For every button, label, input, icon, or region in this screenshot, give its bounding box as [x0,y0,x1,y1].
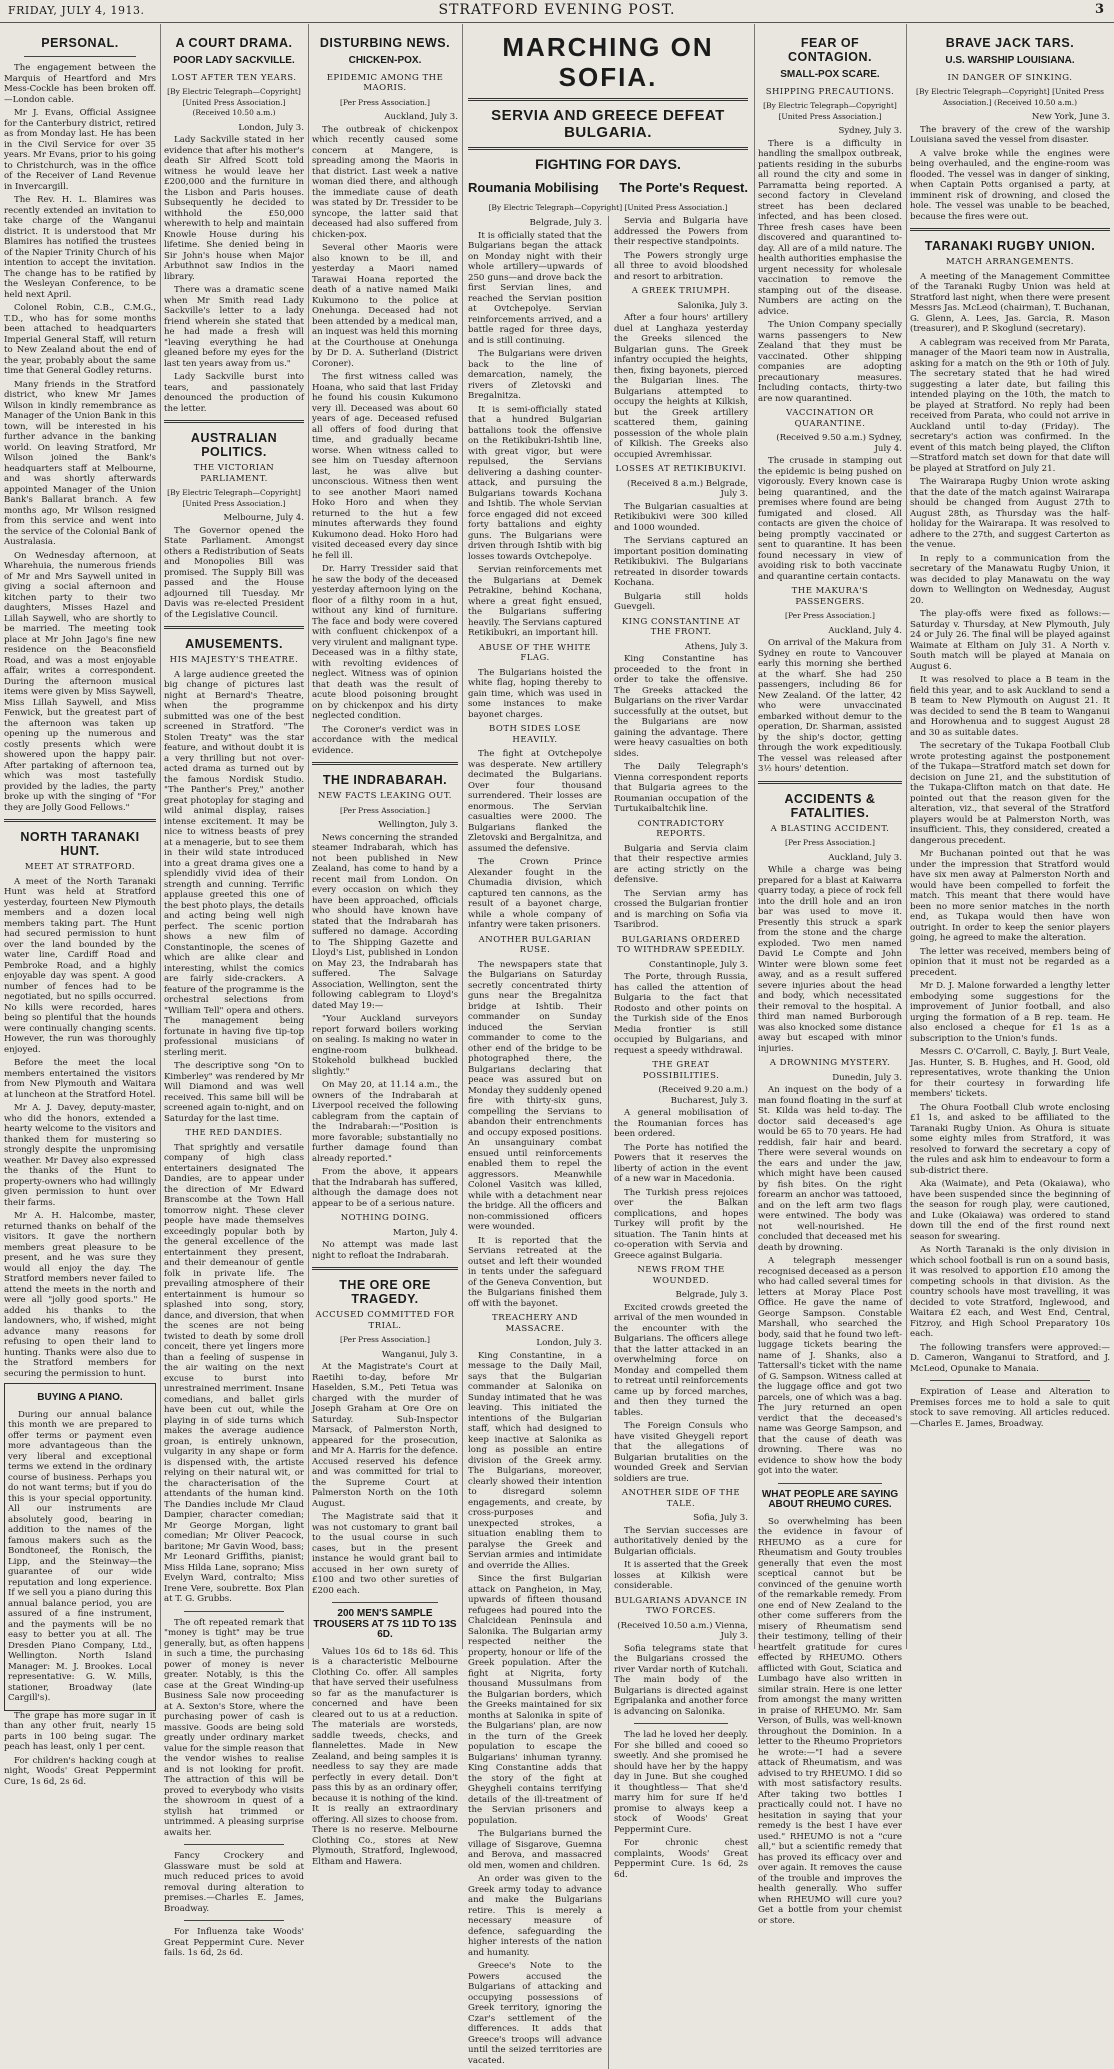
article-body [4,877,156,1380]
column-personal [4,28,156,1787]
dateline: Dunedin, July 3. [832,1072,902,1083]
paragraph: The outbreak of chickenpox which recently caused some concern at Mangere, is spreading among the Maoris in that district. Last week a native woman died there, and although the immediate cause of death was stated by Dr. Tressider to be syncope, the latter said that deceased had also suffered from chicken-pox. [312,124,458,240]
subheading: ANOTHER SIDE OF THE TALE. [621,1488,741,1509]
wire-credit: [By Electric Telegraph—Copyright] [United Press Association.] (Received 10.50 a.m.) [167,87,301,117]
subheading: CONTRADICTORY REPORTS. [637,818,725,839]
paragraph: The newspapers state that the Bulgarians on Saturday secretly concentrated thirty guns near the Bregalnitza bridge at Ishtib. Their commander on Sunday induced the Servian commander to come to the other end of the bridge to be photographed there, the Bulgarians declaring that peace was assured but on Monday they suddenly opened fire with thirty-six guns, compelling the Servians to abandon their entrenchments and occupy exposed positions. An unsanguinary combat ensued until reinforcements enabled them to repel the aggressors. Meanwhile Colonel Vasitch was killed, while with a detachment near the bridge. All the officers and non-commissioned officers were wounded. [468,959,602,1232]
dateline: Sofia, July 3. [693,1513,748,1523]
subheading: NEW FACTS LEAKING OUT. [318,791,452,801]
paragraph: Mr J. Evans, Official Assignee for the Canterbury district, retired as from Monday last. He has been in the Civil Service for over 35 years. Mr Evans, prior to his going to Christchurch, was in the office of the Receiver of Land Revenue in Invercargill. [4,108,156,192]
dateline: (Received 10.50 a.m.) Vienna, July 3. [617,1620,748,1641]
paragraph: The Turkish press rejoices over the Balkan complications, and hopes Turkey will profit by the situation. The Tanin hints at co-operation with Servia and Greece against Bulgaria. [614,1187,748,1261]
dateline: Melbourne, July 4. [223,513,304,523]
headline-marching-on-sofia: MARCHING ON SOFIA. [502,32,714,92]
paragraph: Servian reinforcements met the Bulgarians at Demek Petrakine, behind Kochana, where a great fight ensued, the Bulgarians suffering heavily. The Servians captured Retikibukri, an important hill. [468,565,602,638]
paragraph: A large audience greeted the big change of pictures last night at Bernard's Theatre, when the programme submitted was one of the best screened in Stratford. "The Stolen Treaty" was the star feature, and without doubt it is a very thrilling but not over-acted drama as turned out by the famous Nordisk Studio. "The Panther's Prey," another great photoplay for staging and wild animal display, raises intense excitement. It may be nice to witness beasts of prey at a menagerie, but to see them in their wild state introduced into a great drama gives one a splendidly vivid idea of their strength and cunning. Terrific applause greeted this one of the best photo plays, the details and acting being well nigh perfect. The scenic portion shows a new film of Constantinople, the scenes of which are alike clear and interesting, whilst the comics are fairly side-crackers. A feature of the programme is the orchestral selections from "William Tell" opera and others. The management being fortunate in having five tip-top professional musicians of sterling merit. [164,669,304,1058]
paragraph: The engagement between the Marquis of Heartford and Mrs Mess-Cockle has been broken off.—London cable. [4,63,156,105]
paragraph: Before the meet the local members entertained the visitors from New Plymouth and Waitara at luncheon at the Stratford Hotel. [4,1058,156,1100]
dateline: Salonika, July 3. [677,300,748,311]
dateline: Sydney, July 3. [838,126,902,136]
paragraph: In reply to a communication from the secretary of the Manawatu Rugby Union, it was decided to play Manawatu on the way down to Wellington on Wednesday, August 20. [910,553,1110,606]
headline-porte-request: The Porte's Request. [619,180,748,195]
paragraph: The first witness called was Hoana, who said that last Friday he found his cousin Kukumono very ill. Deceased was about 60 years of age. Deceased refused all offers of food during that time, and gradually became worse. When witness called to see him on Tuesday afternoon last, he was alive but unconscious. Witness then went to see another Maori named Hoko Horo and when they returned to the hut a few minutes afterwards they found Kukumono dead. Hoko Horo had visited deceased every day since he fell ill. [312,372,458,561]
paragraph: Mr D. J. Malone forwarded a lengthy letter embodying some suggestions for the improvement of Junior football, and also urging the formation of a B rep. team. He also enclosed a cheque for £1 1s as a subscription to the Union's funds. [910,981,1110,1044]
paragraph: King Constantine, in a message to the Daily Mail, says that the Bulgarian commander at Salonika on Sunday intimated that he was leaving. This initiated the intentions of the Bulgarian staff, which had designed to keep inactive at Salonika as long as possible an entire division of the Greek army. The Bulgarians, moreover, clearly showed their intention to disregard solemn engagements, and create, by cross-purposes and unexpected strokes, a situation enabling them to paralyse the Greek and Servian armies and intimidate and override the Allies. [468,1350,602,1571]
paragraph: The Powers strongly urge all three to avoid bloodshed and resort to arbitration. [614,250,748,282]
wire-credit: [Per Press Association.] [785,838,875,847]
war-news-right [608,216,748,2069]
advertisement: For Influenza take Woods' Great Peppermint Cure. Never fails. 1s 6d, 2s 6d. [164,1927,304,1958]
paragraph: The grape has more sugar in it than any other fruit, nearly 15 parts in 100 being sugar. The peach has least, only 1 per cent. [4,1710,156,1752]
paragraph: Lady Sackville burst into tears, and passionately denounced the production of the letter. [164,372,304,414]
paragraph: Sofia telegrams state that the Bulgarians crossed the river Vardar north of Kutchali. The main body of the Bulgarians is directed against Egripalanka and another force is advancing on Salonika. [614,1643,748,1717]
wire-credit: [Per Press Association.] [340,805,430,815]
paragraph: An order was given to the Greek army today to advance and make the Bulgarians retire. This is merely a necessary measure of defence, safeguarding the higher interests of the nation and humanity. [468,1874,602,1958]
paragraph: The Servian army has crossed the Bulgarian frontier and is marching on Sofia via Tsaribrod. [614,888,748,930]
column-war-news [468,28,748,2066]
column-fear-of-contagion [758,28,902,1926]
subheading: HIS MAJESTY'S THEATRE. [169,655,299,665]
paragraph: It is reported that the Servians retreated at the outset and left their wounded in tents under the safeguard of the Geneva Convention, but the Bulgarians finished them off with the bayonet. [468,1235,602,1309]
headline-court-drama: A COURT DRAMA. [175,36,293,50]
subheading: POOR LADY SACKVILLE. [173,55,295,66]
paragraph: The Porte, through Russia, has called the attention of Bulgaria to the fact that Rodosto and other points on the Turkish side of the Enos Media frontier is still occupied by Bulgarians, and request a speedy withdrawal. [614,972,748,1056]
subheading: BULGARIANS ORDERED TO WITHDRAW SPEEDILY. [617,934,745,955]
headline-australian-politics: AUSTRALIAN POLITICS. [190,431,278,459]
headline-disturbing-news: DISTURBING NEWS. [319,36,451,50]
paragraph: It is officially stated that the Bulgarians began the attack on Monday night with their whole artillery—upwards of 250 guns—and drove back the first Servian lines, and reached the Servian position at Ovtchepolye. Servian reinforcements arrived, and a battle raged for three days, and is still continuing. [468,230,602,346]
paragraph: There was a dramatic scene when Mr Smith read Lady Sackville's letter to a lady friend wherein she stated that he had made a fresh will "leaving everything he had gleaned before my eyes for the last ten years away from us." [164,285,304,369]
paragraph: The Ohura Football Club wrote enclosing £1 1s, and asked to be affiliated to the Taranaki Rugby Union. As Ohura is situate some eighty miles from Stratford, it was resolved to forward the secretary a copy of the rules and ask him to endeavour to form a sub-district there. [910,1102,1110,1176]
advertisement: Fancy Crockery and Glassware must be sold at much reduced prices to avoid removal during alteration to premises.—Charles E. James, Broadway. [164,1851,304,1914]
advertisement-piano [4,1383,156,1711]
dateline: Wanganui, July 3. [381,1349,458,1360]
headline-fear-of-contagion: FEAR OF CONTAGION. [788,36,872,64]
column-brave-jack-tars [910,28,1110,1648]
subheading: CHICKEN-POX. [348,55,422,66]
paragraph: The letter was received, members being of opinion that it must not be regarded as a precedent. [910,946,1110,978]
paragraph: The Porte has notified the Powers that it reserves the liberty of action in the event of a new war in Macedonia. [614,1142,748,1184]
subheading: THE GREAT POSSIBILITIES. [642,1060,720,1081]
page-number: 3 [1094,2,1104,17]
headline-indrabarah: THE INDRABARAH. [322,773,448,787]
dateline: Auckland, July 3. [384,112,458,122]
dateline: Belgrade, July 3. [529,218,602,228]
paragraph: A cablegram was received from Mr Parata, manager of the Maori team now in Australia, asking for a match on the 9th or 10th of July. The secretary stated that he had wired suggesting a later date, but failing this intended playing on the 10th, the match to be played at Stratford. No reply had been received from Parata, who could not arrive in Auckland until to-day (Friday). The secretary's action was confirmed. In the event of this match being played, the Clifton—Stratford match set down for that date will be played at Stratford on July 21. [910,337,1110,474]
wire-credit: [By Electric Telegraph—Copyright] [United Press Association.] [488,203,728,212]
dateline: (Received 9.20 a.m.) Bucharest, July 3. [658,1085,748,1106]
paragraph: There is a difficulty in handling the smallpox outbreak, patients residing in the suburbs all round the city and some in Parramatta being reported. A second factory in Cleveland street has been declared infected, and has been closed. Three fresh cases have been discovered and quarantined to-day. All are of a mild nature. The health authorities emphasise the urgent necessity for wholesale vaccination to remove the stamping out of the disease. Numbers are acting on the advice. [758,138,902,317]
dateline: Athens, July 3. [684,641,748,652]
subheading: MATCH ARRANGEMENTS. [946,257,1074,267]
headline-north-taranaki-hunt: NORTH TARANAKI HUNT. [20,830,140,858]
subheading: ACCUSED COMMITTED FOR TRIAL. [315,1310,455,1331]
advertisement: The oft repeated remark that "money is tight" may be true generally, but, as often happens in such a time, the purchasing power of money is never greater. Notably, is this the case at the Great Winding-up Business Sale now proceeding at A. Sexton's Store, where the purchasing power of cash is massive. Goods are being sold greatly under ordinary market value for the simple reason that the vendor wishes to realise and is not looking for profit. The attraction of this will be proved to everybody who visits the showroom in quest of a stylish hat trimmed or untrimmed. A pleasing surprise awaits her. [164,1617,304,1838]
article-body [4,63,156,813]
column-disturbing-news [312,28,458,1867]
paragraph: Greece's Note to the Powers accused the Bulgarians of attacking and occupying possessions of Greek territory, ignoring the Czar's settlement of the differences. It adds that Greece's troops will advance until the seized territories are vacated. [468,1961,602,2066]
headline-amusements: AMUSEMENTS. [185,637,283,651]
masthead-date: FRIDAY, JULY 4, 1913. [8,4,145,17]
paragraph: The secretary of the Tukapa Football Club wrote protesting against the postponement of the Tukapa—Stratford match set down for decision on June 21, and the substitution of the Tukapa-Clifton match on that date. He pointed out that the reason given for the alteration, viz., that several of the Stratford players would be at Palmerston North, was insufficient. This, they considered, created a dangerous precedent. [910,741,1110,846]
subheading: EPIDEMIC AMONG THE MAORIS. [326,72,444,93]
paragraph: The Bulgarians burned the village of Sisgarove, Guemna and Berova, and massacred old men, women and children. [468,1829,602,1871]
paragraph: The bravery of the crew of the warship Louisiana saved the vessel from disaster. [910,124,1110,145]
wire-credit: [Per Press Association.] [340,97,430,107]
subheading: NEWS FROM THE WOUNDED. [637,1265,725,1286]
paragraph: Several other Maoris were also known to be ill, and yesterday a Maori named Tarawai Hoana reported the death of a native named Maiki Kukumono to the police at Onehunga. Deceased had not been attended by a medical man, an inquest was held this morning at the Courthouse at Onehunga by Dr D. A. Sutherland (District Coroner). [312,243,458,369]
paragraph: A meet of the North Taranaki Hunt was held at Stratford yesterday, fourteen New Plymouth members and a dozen local members taking part. The Hunt had secured permission to hunt over the land bounded by the water line, Cardiff Road and Pembroke Road, and a highly enjoyable day was spent. A good number of fences had to be negotiated, but no spills occurred. No kills were recorded, hares being so plentiful that the hounds were continually changing scents. However, the run was thoroughly enjoyed. [4,876,156,1055]
paragraph: Colonel Robin, C.B., C.M.G., T.D., who has for some months been attached to headquarters Imperial General Staff, will return to New Zealand about the end of the year, probably about the same time that General Godley returns. [4,303,156,376]
wire-credit: [Per Press Association.] [785,611,875,620]
paragraph: The Union Company specially warns passengers to New Zealand that they must be vaccinated. Other shipping companies are adopting precautionary measures. Including contacts, thirty-two are now quarantined. [758,320,902,404]
paragraph: Bulgaria still holds Guevgeli. [614,591,748,612]
headline-servia-greece: SERVIA AND GREECE DEFEAT BULGARIA. [491,107,725,141]
paragraph: Lady Sackville stated in her evidence that after his mother's death Sir Alfred Scott told witness he would leave her £200,000 and the furniture in the Lisbon and Paris houses. Subsequently he decided to withhold the £50,000 wherewith to help and maintain Knowle House during his lifetime. She denied being in Sir John's house when Major Arbuthnot saw Indios in the library. [164,135,304,282]
column-rule [906,24,907,1649]
paragraph: The Daily Telegraph's Vienna correspondent reports that Bulgaria agrees to the Roumanian occupation of the Turtukaibaltchik line. [614,762,748,814]
subheading: A DROWNING MYSTERY. [769,1058,891,1068]
paragraph: News concerning the stranded steamer Indrabarah, which has not been published in New Zealand, has come to hand by a recent mail from London. On every occasion on which they have been approached, officials who should have known have stated that the Indrabarah has suffered no damage. According to The Shipping Gazette and Lloyd's List, published in London on May 23, the Indrabarah has suffered. The Salvage Association, Wellington, sent the following cablegram to Lloyd's dated May 19:— [312,832,458,1011]
column-rule [160,24,161,1649]
subheading: SHIPPING PRECAUTIONS. [765,86,895,97]
subheading: KING CONSTANTINE AT THE FRONT. [621,616,741,637]
paragraph: No attempt was made last night to refloat the Indrabarah. [312,1240,458,1261]
subheading: THE MAKURA'S PASSENGERS. [791,586,869,607]
dateline: Auckland, July 3. [828,852,902,863]
paragraph: The Governor opened the State Parliament. Amongst others a Redistribution of Seats and Monopolies Bill was promised. The Supply Bill was passed and the House adjourned till Tuesday. Mr Davis was re-elected President of the Legislative Council. [164,525,304,620]
subheading: THE VICTORIAN PARLIAMENT. [193,463,275,484]
paragraph: Aka (Waimate), and Peta (Okaiawa), who have been suspended since the beginning of the season for rough play, were cautioned, and Luke (Okaiawa) was ordered to stand down till the end of the first round next season for swearing. [910,1179,1110,1242]
paragraph: The Magistrate said that it was not customary to grant bail to the usual course in such cases, but in the present instance he would grant bail to accused in her own surety of £100 and two other sureties of £200 each. [312,1512,458,1596]
paragraph: For children's hacking cough at night, Woods' Great Peppermint Cure, 1s 6d, 2s 6d. [4,1755,156,1787]
paragraph: Many friends in the Stratford district, who knew Mr James Wilson in kindly remembrance as Manager of the Union Bank in this town, will be interested in his further advance in the banking world. On leaving Stratford, Mr Wilson joined the Bank's headquarters staff at Melbourne, and was shortly afterwards appointed Manager of the Union Bank's Ballarat branch. A few months ago, Mr Wilson resigned from this service and went into the service of the Colonial Bank of Australasia. [4,379,156,547]
paragraph: The Servians captured an important position dominating Retikibukivi. The Bulgarians retreated in disorder towards Kochana. [614,536,748,588]
column-rule [462,24,463,1649]
paragraph: An inquest on the body of a man found floating in the surf at St. Kilda was held to-day. The doctor said deceased's age would be 65 to 70 years. He had reddish, fair hair and beard. There were several wounds on the ears and under the jaw, which might have been caused by fish bites. On the right forearm an anchor was tattooed, and on the left arm two flags were entwined. The body was not well-nourished. He concluded that deceased met his death by drowning. [758,1085,902,1253]
subheading: SMALL-POX SCARE. [780,69,880,80]
paragraph: A valve broke while the engines were being overhauled, and the engine-room was flooded. The vessel was in danger of sinking, when Captain Potts organised a party, at imminent risk of drowning, and closed the hole. The vessel was unable to be beached, because the fires were out. [910,148,1110,222]
headline-ore-ore-tragedy: THE ORE ORE TRAGEDY. [339,1278,431,1306]
paragraph: Mr Buchanan pointed out that he was under the impression that Stratford would have six men away at Palmerston North and would have been compelled to forfeit the match. This meant that there would have been no more senior matches in the north end, as Tukapa would then have won outright. In order to keep the senior players going, he agreed to make the alteration. [910,849,1110,943]
advertisement: The lad he loved her deeply. For she billed and cooed so sweetly. And she promised he should have her by the happy day in June. But she coughed it thoughtless— That she'd marry him for sure If he'd promise to always keep a stock of Woods' Great Peppermint Cure. [614,1730,748,1835]
paragraph: A general mobilisation of the Roumanian forces has been ordered. [614,1108,748,1139]
advertisement: Values 10s 6d to 18s 6d. This is a characteristic Melbourne Clothing Co. offer. All samples that have served their usefulness so far as the manufacturer is concerned and have been cleared out to us at a reduction. The materials are worsteds, saddle tweeds, checks, and flannelettes. Made in New Zealand, and being samples it is needless to say they are made perfectly in every detail. Don't pass this by as an ordinary offer, because it is nothing of the kind. It is really an extraordinary offering. All sizes to choose from. There is no reserve. Melbourne Clothing Co., stores at New Plymouth, Stratford, Inglewood, Eltham and Hawera. [312,1646,458,1867]
paragraph: Excited crowds greeted the arrival of the men wounded in the encounter with the Bulgarians. The officers allege that the latter attacked in an overwhelming force on Monday and compelled them to retreat until reinforcements came up by forced marches, and then they turned the tables. [614,1302,748,1418]
paragraph: Mr A. J. Davey, deputy-master, who did the honors, extended a hearty welcome to the visitors and thanked them for mustering so strongly despite the unpromising weather. Mr Davey also expressed the thanks of the Hunt to property-owners who had willingly given permission to hunt over their farms. [4,1103,156,1208]
subheading: ABUSE OF THE WHITE FLAG. [478,642,592,663]
subheading: VACCINATION OR QUARANTINE. [786,408,874,429]
headline-roumania: Roumania Mobilising [468,180,599,195]
headline-accidents-fatalities: ACCIDENTS & FATALITIES. [784,791,876,820]
headline-taranaki-rugby-union: TARANAKI RUGBY UNION. [924,239,1096,253]
paragraph: The Bulgarians hoisted the white flag, hoping thereby to gain time, which was used in some instances to make bayonet charges. [468,667,602,720]
wire-credit: [By Electric Telegraph—Copyright] [United Press Association.] [763,101,897,121]
paragraph: On arrival of the Makura from Sydney en route to Vancouver early this morning she berthed at the wharf. She had 250 passengers, including 86 for New Zealand. Of the latter, 42 who were unvaccinated embarked without demur to the operation, Dr. Sharman, assisted by the ship's doctor, getting through the work expeditiously. The vessel was released after 3½ hours' detention. [758,638,902,774]
wire-credit: [Per Press Association.] [340,1335,430,1344]
subheading: IN DANGER OF SINKING. [947,72,1073,83]
dateline: London, July 3. [536,1338,602,1348]
paragraph: Servia and Bulgaria have addressed the Powers from their respective standpoints. [614,216,748,247]
dateline: Marton, July 4. [392,1227,458,1238]
ad-title: WHAT PEOPLE ARE SAYING ABOUT RHEUMO CURES. [761,1488,899,1510]
paragraph: The fight at Ovtchepolye was desperate. New artillery decimated the Bulgarians. Over four thousand surrendered. Their losses are enormous. The Servian casualties were 2000. The Bulgarians flanked the Zletovski and Bergalnitza, and assumed the defensive. [468,749,602,854]
ad-title: 200 MEN'S SAMPLE TROUSERS AT 7S 11D TO 13S 6D. [313,1608,457,1640]
paragraph: King Constantine has proceeded to the front in order to take the offensive. The Greeks attacked the Bulgarians on the river Vardar successfully at the outset, but the Bulgarians are now gaining the advantage. There were heavy casualties on both sides. [614,654,748,759]
paragraph: Dr. Harry Tressider said that he saw the body of the deceased yesterday afternoon lying on the floor of a filthy room in a hut, without any kind of furniture. The face and body were covered with confluent chickenpox of a very virulent and malignant type. Deceased was in a filthy state, with revolting evidences of neglect. Witness was of opinion that death was the result of acute blood poisoning brought on by chickenpox and his dirty neglected condition. [312,564,458,721]
paragraph: A telegraph messenger recognised deceased as a person who had called several times for letters at Moray Place Post Office. He gave the name of George Sampson. Constable Marshall, who searched the body, said that he found two left-luggage tickets bearing the name of J. Shanks, also a Tattersall's ticket with the name of G. Sampson. Witness called at the luggage office and got two parcels, one of which was a bag. The jury returned an open verdict that the deceased's name was George Sampson, and that the cause of death was drowning. There was no evidence to show how the body got into the water. [758,1256,902,1476]
dateline: London, July 3. [238,122,304,133]
paragraph: That sprightly and versatile company of high class entertainers designated The Dandies, are to appear under the direction of Mr Edward Branscombe at the Town Hall tomorrow night. These clever people have made themselves exceedingly popular both by the general excellence of the entertainment they present, and their demeanour of gentle folk in private life. The prevailing atmosphere of their entertainment is humour so splashed into song, story, dance, and diversion, that when the scenes are not being twisted to death by some droll conceit, there yet lingers more than a feeling of suspense in the air waiting on the next excuse to burst into unrestrained merriment. Insane comedians, and ballet girls have been cut out, while the playing in of side turns which makes the average audience groan, is entirely unknown, vulgarity in any shape or form is dispensed with, the artiste relying on their natural wit, or the characterisation of the attendants of the human kind. The Dandies include Mr Claud Dampier, character comedian; Mr George Morgan, light comedian; Mr Oliver Peacock, baritone; Mr Gavin Wood, bass; Mr Leonard Griffiths, pianist; Miss Hilda Lane, soprano; Miss Evelyn Ward, contralto; Miss Irene Vere, soubrette. Box Plan at T. G. Grubbs. [164,1142,304,1604]
column-court-drama [164,28,304,1958]
paragraph: "Your Auckland surveyors report forward boilers working on sealing. Is making no water in engine-room bulkhead. Stokehold bulkhead buckled slightly." [312,1014,458,1077]
subheading: ANOTHER BULGARIAN RUSE. [478,934,592,955]
column-rule [754,24,755,1649]
paragraph: It is asserted that the Greek losses at Kilkish were considerable. [614,1560,748,1591]
paragraph: As North Taranaki is the only division in which school football is run on a sound basis, it was resolved to apportion £10 among the competing schools in that division. As the country schools have most travelling, it was decided to vote Stratford, Inglewood, and Waitara £2 each, and West End, Central, Fitzroy, and High School Preparatory 10s each. [910,1245,1110,1339]
paragraph: On Wednesday afternoon, at Wharehuia, the numerous friends of Mr and Mrs Saywell united in giving a social afternoon and kitchen party to their two daughters, Misses Hazel and Lillah Saywell, who are shortly to be married. The meeting took place at Mr John Jago's fine new residence on the Beaconsfield Road, and was a most enjoyable affair, writes a correspondent. During the afternoon musical items were given by Miss Saywell, Miss Lillah Saywell, and Miss Fenwick, but the greatest part of the afternoon was taken up opening up the numerous and costly presents which were showered upon the happy pair. After partaking of afternoon tea, which was most tastefully provided by the ladies, the party broke up with the singing of "For they are Jolly Good Fellows." [4,550,156,813]
masthead [0,0,1114,23]
paragraph: At the Magistrate's Court at Raetihi to-day, before Mr Haselden, S.M., Peti Tetua was charged with the murder of Joseph Graham at Ore Ore on Saturday. Sub-Inspector Marsack, of Palmerston North, appeared for the prosecution, and Mr A. Harris for the defence. Accused reserved his defence and was committed for trial to the Supreme Court at Palmerston North on the 10th August. [312,1362,458,1509]
paragraph: It is semi-officially stated that a hundred Bulgarian battalions took the offensive on the Retikibukri-Ishtib line, with great vigor, but were repulsed, the Servians delivering a dashing counter-attack, and pursuing the Bulgarians towards Kochana and Ishtib. The whole Servian force engaged did not exceed forty battalions and eighty guns. The Bulgarians were driven through Ishtib with big losses towards Ovtchepolye. [468,404,602,562]
subheading: BULGARIANS ADVANCE IN TWO FORCES. [614,1595,748,1616]
paragraph: The following transfers were approved:—D. Cameron, Wanganui to Stratford, and J. McLeod, Opunake to Manaia. [910,1342,1110,1374]
subheading: LOSSES AT RETIKIBUKIVI. [615,464,747,474]
paragraph: The Bulgarian casualties at Retikibukivi were 300 killed and 1000 wounded. [614,501,748,533]
paragraph: On May 20, at 11.14 a.m., the owners of the Indrabarah at Liverpool received the following cablegram from the captain of the Indrabarah:—"Position is more favorable; substantially no further damage found than already reported." [312,1080,458,1164]
ad-text: During our annual balance this month we are prepared to offer terms or payment even more advantageous than the very liberal and exceptional terms we extend in the ordinary course of business. Perhaps you do not want terms; but if you do this is your special opportunity. All our instruments are absolutely good, bearing in addition to the names of the famous makers such as the Bondtoneef, the Ronisch, the Lipp, and the Steinway—the guarantee of our wide reputation and long experience. If we sell you a piano during this annual balance period, you are assured of a fine instrument, and the payments will be no easy to better you at all. The Dresden Piano Company, Ltd., Wellington. North Island Manager: M. J. Brookes. Local representative: G. W. Mills, stationer, Broadway (late Cargill's). [8,1409,152,1703]
paragraph: The Wairarapa Rugby Union wrote asking that the date of the match against Wairarapa should be changed from August 27th to August 28th, as Thursday was the half-holiday for the Wairarapa. It was resolved to adhere to the 27th, and suggest Carterton as the venue. [910,477,1110,550]
column-rule [308,24,309,1649]
paragraph: A meeting of the Management Committee of the Taranaki Rugby Union was held at Stratford last night, when there were present Messrs Jas. McLeod (chairman), T. Buchanan, G. Glenn, A. Lees, Jas. Garcia, R. Mason (treasurer), and P. Skoglund (secretary). [910,271,1110,334]
paragraph: The Rev. H. L. Blamires was recently extended an invitation to take charge of the Wanganui district. It is understood that Mr Blamires has notified the trustees of the Napier Trinity Church of his intention to accept the invitation. The change has to be ratified by the Wesleyan Conference, to be held next April. [4,195,156,300]
advertisement: Expiration of Lease and Alteration to Premises forces me to hold a sale to quit stock to save removing. All articles reduced.—Charles E. James, Broadway. [910,1387,1110,1429]
paragraph: While a charge was being prepared for a blast at Kaiwarra quarry today, a piece of rock fell into the drill hole and an iron bar was used to move it. Presently this struck a spark from the stone and the charge exploded. Two men named David Le Compte and John Winter were blown some feet away, and as a result suffered severe injuries about the head and body, which necessitated their removal to the hospital. A third man named Burborough was also knocked some distance away but escaped with minor injuries. [758,865,902,1054]
dateline: (Received 8 a.m.) Belgrade, July 3. [627,478,748,499]
dateline: Constantinople, July 3. [648,959,748,970]
paragraph: The Crown Prince Alexander fought in the Chumadia division, which captured ten cannons, as the result of a bayonet charge, while a whole company of infantry were taken prisoners. [468,857,602,930]
wire-credit: [By Electric Telegraph—Copyright] [United Press Association.] (Received 10.50 a.m.) [916,87,1104,107]
paragraph: The descriptive song "On to Kimberley" was rendered by Mr Will Diamond and was well received. This same bill will be screened again to-night, and on Saturday for the last time. [164,1061,304,1124]
paragraph: The Servian successes are authoritatively denied by the Bulgarian officials. [614,1525,748,1557]
subheading: A GREEK TRIUMPH. [631,286,731,296]
dateline: New York, June 3. [1031,112,1110,122]
paragraph: After a four hours' artillery duel at Langhaza yesterday the Greeks silenced the Bulgarian guns. The Greek infantry occupied the heights, then, fixing bayonets, pierced the Bulgarian lines. The Bulgarians attempted to occupy the heights at Kilkish, but the Greek artillery scattered them, gaining possession of the whole plain of Kilkish. The Greeks also occupied Avremhissar. [614,313,748,460]
subheading: A BLASTING ACCIDENT. [770,823,890,834]
subheading: U.S. WARSHIP LOUISIANA. [945,55,1075,66]
advertisement: For chronic chest complaints, Woods' Great Peppermint Cure. 1s 6d, 2s 6d. [614,1838,748,1880]
subheading: NOTHING DOING. [340,1213,430,1223]
subheading: BOTH SIDES LOSE HEAVILY. [488,724,582,745]
dateline: Wellington, July 3. [378,820,458,830]
subheading: MEET AT STRATFORD. [24,862,136,872]
paragraph: The Foreign Consuls who have visited Gheygeli report that the allegations of Bulgarian brutalities on the wounded Greek and Servian soldiers are true. [614,1421,748,1484]
paragraph: It was resolved to place a B team in the field this year, and to ask Auckland to send a B team to New Plymouth on August 21. It was decided to send the B team to Wanganui and Horowhenua and to suggest August 28 and 30 as suitable dates. [910,675,1110,738]
headline-brave-jack-tars: BRAVE JACK TARS. [945,36,1075,50]
paragraph: The Bulgarians were driven back to the line of demarcation, namely, the rivers of Zletovski and Bregalnitza. [468,349,602,401]
paragraph: Since the first Bulgarian attack on Pangheion, in May, upwards of fifteen thousand refugees had poured into the Chalcidean Peninsula and Salonika. The Bulgarian army respected neither the property, honour or life of the Greek population. After the fight at Nigrita, forty thousand Mussulmans from the Bulgarian borders, which the Greeks maintained for six months at Salonika in spite of the Bulgarians' plan, are now in the turn of the Greek population to escape the Bulgarians' inhuman tyranny. King Constantine adds that the story of the fight at Gheygheli contains terrifying details of the ill-treatment of the Servian prisoners and population. [468,1574,602,1826]
dateline: (Received 9.50 a.m.) Sydney, July 4. [776,433,902,454]
paragraph: The play-offs were fixed as follows:—Saturday v. Thursday, at New Plymouth, July 24 or July 26. The final will be played against Waimate at Eltham on July 31. A North v. South match will be played at Manaia on August 6. [910,609,1110,672]
paragraph: From the above, it appears that the Indrabarah has suffered, although the damage does not appear to be of a serious nature. [312,1167,458,1209]
headline-personal: PERSONAL. [41,36,119,50]
subheading: THE RED DANDIES. [185,1128,283,1138]
ad-title: BUYING A PIANO. [37,1392,123,1403]
dateline: Auckland, July 4. [828,625,902,636]
advertisement: So overwhelming has been the evidence in favour of RHEUMO as a cure for Rheumatism and Gouty troubles generally that even the most sceptical cannot but be convinced of the genuine worth of the remarkable remedy. From one end of New Zealand to the other come sufferers from the misery of Rheumatism send their testimony, telling of their heartfelt gratitude for cures effected by RHEUMO. Others afflicted with Gout, Sciatica and Lumbago have also written in similar strain. Here is one letter from amongst the many written in praise of RHEUMO. Mr. Sam Verson, of Bulls, was well-known throughout the Dominion. In a letter to the Rheumo Proprietors he wrote:—"I had a severe attack of Rheumatism, and was advised to try RHEUMO. I did so with most satisfactory results. After taking two bottles I practically could not. I have no hesitation in saying that your remedy is the best I have ever used." RHEUMO is not a "cure all," but a scientific remedy that has proved its efficacy over and over again. It removes the cause of the trouble and improves the health generally. Who suffer when RHEUMO will cure you? Get a bottle from your chemist or store. [758,1516,902,1926]
paragraph: Messrs C. O'Carroll, C. Bayly, J. Burt Veale, Jas. Hunter, S. B. Hughes, and H. Good, old representatives, wrote thanking the Union for their courtesy in forwarding life members' tickets. [910,1047,1110,1099]
headline-fighting-for-days: FIGHTING FOR DAYS. [535,156,681,172]
paragraph: The Coroner's verdict was in accordance with the medical evidence. [312,724,458,756]
paragraph: The crusade in stamping out the epidemic is being pushed on vigorously. Every known case is being quarantined, and the premises where found are being fumigated and closed. All contacts are given the choice of being promptly vaccinated or sent to quarantine. It has been found necessary in view of avoiding risk to both vaccinate and quarantine certain contacts. [758,456,902,582]
subheading: TREACHERY AND MASSACRE. [492,1313,578,1334]
subheading: LOST AFTER TEN YEARS. [171,72,297,83]
war-news-left [468,216,602,2069]
paragraph: Mr A. H. Halcombe, master, returned thanks on behalf of the visitors. It gave the northern members great pleasure to be present, and he was sure they would all enjoy the day. The Stratford members never failed to attend the meets in the north and were all "jolly good sports." He added his thanks to the landowners, who, if wished, might advance many reasons for refusing to open their land to hunting. Thanks were also due to the Stratford members for securing the permission to hunt. [4,1211,156,1379]
wire-credit: [By Electric Telegraph—Copyright] [United Press Association.] [167,488,301,508]
dateline: Belgrade, July 3. [675,1290,748,1300]
paragraph: Bulgaria and Servia claim that their respective armies are acting strictly on the defensive. [614,843,748,885]
masthead-title: STRATFORD EVENING POST. [438,2,676,18]
